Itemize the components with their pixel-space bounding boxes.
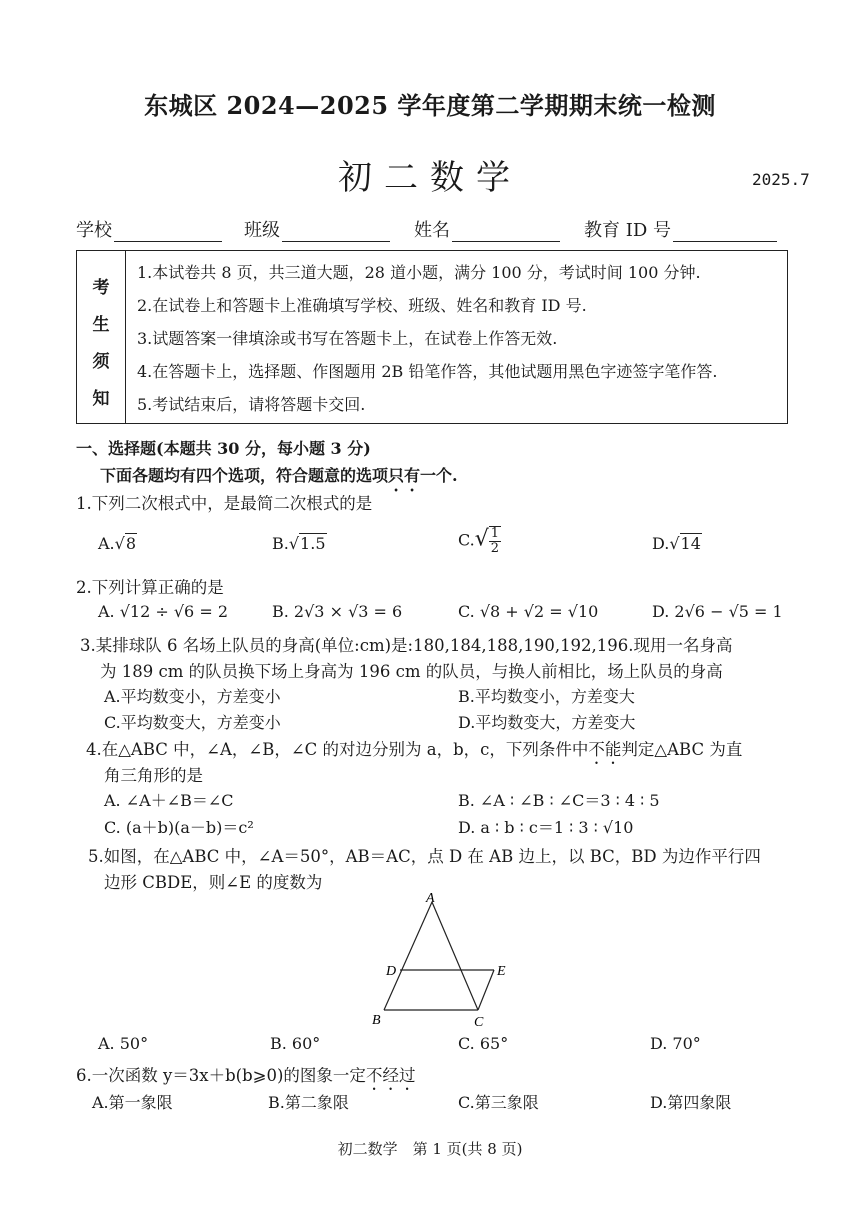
question-5-stem-line2: 边形 CBDE，则∠E 的度数为 <box>104 873 323 892</box>
notice-heading-char: 生 <box>92 315 110 335</box>
q5-option-b[interactable]: B. 60° <box>270 1034 321 1053</box>
edge-EC <box>478 970 494 1010</box>
q6-option-a[interactable]: A.第一象限 <box>92 1093 173 1112</box>
notice-heading <box>77 251 126 423</box>
emphasis-text: 不能 <box>588 740 622 759</box>
class-blank[interactable] <box>282 223 390 242</box>
q1-option-d[interactable]: D.√14 <box>652 534 701 553</box>
label-D: D <box>386 964 397 979</box>
question-6-stem: 6.一次函数 y＝3x＋b(b⩾0)的图象一定不经过 <box>76 1066 416 1085</box>
name-label: 姓名 <box>414 220 450 241</box>
q5-option-d[interactable]: D. 70° <box>650 1034 701 1053</box>
class-field <box>244 216 390 242</box>
school-label: 学校 <box>76 220 112 241</box>
label-A: A <box>426 891 435 906</box>
q2-option-a[interactable]: A. √12 ÷ √6 = 2 <box>98 602 228 621</box>
q4-option-d[interactable]: D. a ∶ b ∶ c＝1 ∶ 3 ∶ √10 <box>458 818 634 837</box>
q5-option-c[interactable]: C. 65° <box>458 1034 509 1053</box>
label-B: B <box>372 1013 381 1028</box>
section-title: 一、选择题(本题共 30 分，每小题 3 分) <box>76 439 371 458</box>
notice-heading-char: 知 <box>92 389 110 409</box>
q3-option-c[interactable]: C.平均数变大，方差变小 <box>104 713 281 732</box>
q3-option-b[interactable]: B.平均数变小，方差变大 <box>458 687 635 706</box>
question-4-stem-line2: 角三角形的是 <box>104 766 203 785</box>
notice-item: 3.试题答案一律填涂或书写在答题卡上，在试卷上作答无效. <box>137 329 558 348</box>
exam-title: 东城区 2024—2025 学年度第二学期期末统一检测 <box>144 91 716 120</box>
notice-heading-char: 考 <box>92 278 110 298</box>
q5-option-a[interactable]: A. 50° <box>98 1034 149 1053</box>
question-4-stem-line1: 4.在△ABC 中，∠A，∠B，∠C 的对边分别为 a，b，c，下列条件中不能判定△ABC 为直 <box>86 740 743 759</box>
edge-AB <box>384 902 432 1010</box>
question-1-stem: 1.下列二次根式中，是最简二次根式的是 <box>76 494 373 513</box>
q2-option-b[interactable]: B. 2√3 × √3 = 6 <box>272 602 403 621</box>
question-3-stem-line1: 3.某排球队 6 名场上队员的身高(单位:cm)是:180,184,188,190,192,196.现用一名身高 <box>80 636 733 655</box>
q2-option-c[interactable]: C. √8 + √2 = √10 <box>458 602 599 621</box>
question-3-stem-line2: 为 189 cm 的队员换下场上身高为 196 cm 的队员，与换人前相比，场上队员的身高 <box>100 662 723 681</box>
q1-option-b[interactable]: B.√1.5 <box>272 534 326 553</box>
parallelogram-figure <box>360 888 520 1036</box>
q4-option-c[interactable]: C. (a＋b)(a－b)＝c² <box>104 818 254 837</box>
exam-notice-box <box>76 250 788 424</box>
q1-option-a[interactable]: A.√8 <box>98 534 137 553</box>
notice-item: 1.本试卷共 8 页，共三道大题，28 道小题，满分 100 分，考试时间 100 分钟. <box>137 263 701 282</box>
q3-option-a[interactable]: A.平均数变小，方差变小 <box>104 687 281 706</box>
edu-id-label: 教育 ID 号 <box>584 220 671 241</box>
page-footer: 初二数学 第 1 页(共 8 页) <box>337 1140 523 1158</box>
emphasis-text: 不经过 <box>365 1066 416 1085</box>
edu-id-blank[interactable] <box>673 223 777 242</box>
q6-option-b[interactable]: B.第二象限 <box>268 1093 349 1112</box>
notice-heading-char: 须 <box>92 352 110 372</box>
exam-date: 2025.7 <box>752 170 810 189</box>
q1-option-c[interactable]: C.√ $\frac{1}{2}$ <box>458 526 500 556</box>
q6-option-d[interactable]: D.第四象限 <box>650 1093 732 1112</box>
q4-option-a[interactable]: A. ∠A＋∠B＝∠C <box>104 791 234 810</box>
notice-item: 5.考试结束后，请将答题卡交回. <box>137 395 366 414</box>
name-blank[interactable] <box>452 223 560 242</box>
section-instruction: 下面各题均有四个选项，符合题意的选项只有一个. <box>100 466 458 485</box>
question-5-stem-line1: 5.如图，在△ABC 中，∠A＝50°，AB＝AC，点 D 在 AB 边上，以 BC，BD 为边作平行四 <box>88 847 761 866</box>
q4-option-b[interactable]: B. ∠A ∶ ∠B ∶ ∠C＝3 ∶ 4 ∶ 5 <box>458 791 660 810</box>
q2-option-d[interactable]: D. 2√6 − √5 = 1 <box>652 602 783 621</box>
question-2-stem: 2.下列计算正确的是 <box>76 578 224 597</box>
notice-item: 4.在答题卡上，选择题、作图题用 2B 铅笔作答，其他试题用黑色字迹签字笔作答. <box>137 362 718 381</box>
q3-option-d[interactable]: D.平均数变大，方差变大 <box>458 713 636 732</box>
name-field <box>414 216 560 242</box>
label-C: C <box>474 1015 484 1030</box>
label-E: E <box>497 964 506 979</box>
school-blank[interactable] <box>114 223 222 242</box>
school-field <box>76 216 222 242</box>
emphasis-text: 只有 <box>388 466 421 485</box>
notice-item: 2.在试卷上和答题卡上准确填写学校、班级、姓名和教育 ID 号. <box>137 296 587 315</box>
q6-option-c[interactable]: C.第三象限 <box>458 1093 539 1112</box>
edu-id-field <box>584 216 777 242</box>
subject-title: 初二数学 <box>338 158 522 198</box>
edge-AC <box>432 902 478 1010</box>
class-label: 班级 <box>244 220 280 241</box>
